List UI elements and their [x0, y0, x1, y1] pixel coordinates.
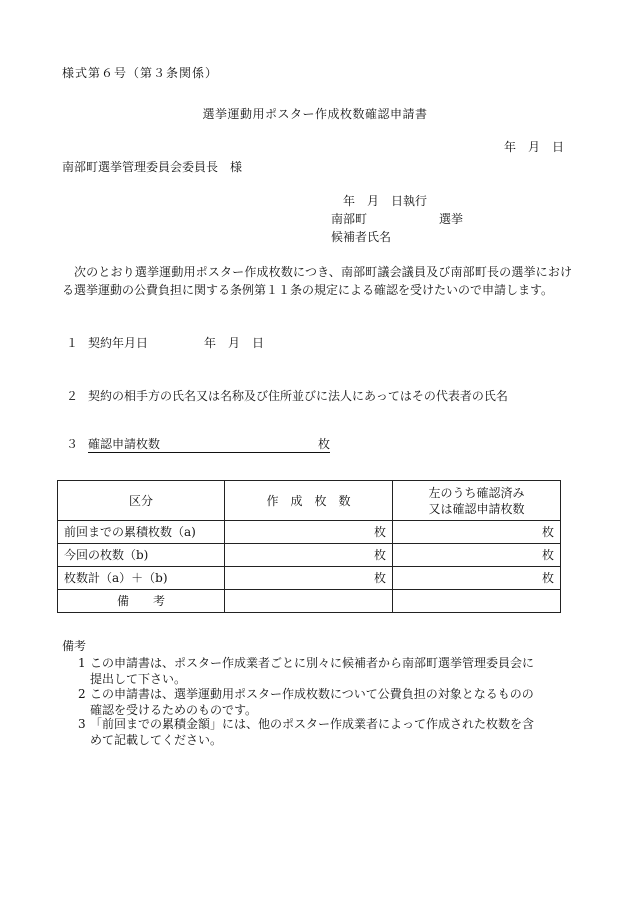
note-text: 「前回までの累積金額」には、他のポスター作成業者によって作成された枚数を含	[90, 717, 535, 731]
header-confirmed	[393, 481, 561, 521]
item-label: 契約年月日	[88, 336, 149, 350]
execution-date: 年 月 日執行	[343, 194, 428, 208]
note-number: 3	[78, 717, 86, 731]
note-text: この申請書は、ポスター作成業者ごとに別々に候補者から南部町選挙管理委員会に	[90, 656, 535, 670]
notes-title: 備考	[62, 639, 87, 653]
contract-date-value: 年 月 日	[204, 336, 265, 350]
table-header-row	[58, 481, 561, 521]
remarks-cell[interactable]	[393, 590, 561, 613]
table-row	[58, 544, 561, 567]
note-item	[78, 655, 574, 687]
candidate-name-label: 候補者氏名	[331, 230, 392, 244]
confirmed-count-cell[interactable]: 枚	[393, 567, 561, 590]
row-label: 今回の枚数（b)	[58, 544, 225, 567]
body-paragraph: 次のとおり選挙運動用ポスター作成枚数につき、南部町議会議員及び南部町長の選挙における選挙運動の公費負担に関する条例第１１条の規定による確認を受けたいので申請します。	[62, 265, 572, 297]
produced-count-cell[interactable]: 枚	[225, 567, 393, 590]
item-number: ３	[66, 437, 79, 451]
election-word: 選挙	[439, 212, 464, 226]
item-contract-party	[66, 390, 508, 402]
item-number: ２	[66, 389, 79, 403]
produced-count-cell[interactable]: 枚	[225, 544, 393, 567]
note-number: 1	[78, 656, 86, 670]
note-text-continued: めて記載してください。	[90, 733, 223, 747]
row-label: 前回までの累積枚数（a)	[58, 521, 225, 544]
application-date: 年 月 日	[503, 140, 564, 154]
header-confirmed-line2: 又は確認申請枚数	[428, 501, 525, 516]
row-label: 枚数計（a）＋（b)	[58, 567, 225, 590]
poster-count-table	[57, 480, 561, 613]
item-requested-count	[66, 438, 330, 453]
requested-count-field	[88, 438, 330, 453]
note-text: この申請書は、選挙運動用ポスター作成枚数について公費負担の対象となるものの	[90, 687, 534, 701]
confirmed-count-cell[interactable]: 枚	[393, 544, 561, 567]
item-label: 契約の相手方の氏名又は名称及び住所並びに法人にあってはその代表者の氏名	[88, 389, 508, 403]
header-category: 区分	[58, 481, 225, 521]
note-text-continued: 提出して下さい。	[90, 672, 187, 686]
remarks-cell[interactable]	[225, 590, 393, 613]
header-produced: 作 成 枚 数	[225, 481, 393, 521]
table-row-remarks	[58, 590, 561, 613]
confirmed-count-cell[interactable]: 枚	[393, 521, 561, 544]
table-row	[58, 567, 561, 590]
note-text-continued: 確認を受けるためのものです。	[90, 703, 258, 717]
table-row	[58, 521, 561, 544]
town-name: 南部町	[331, 212, 368, 226]
item-contract-date	[66, 337, 264, 349]
note-item	[78, 716, 574, 748]
addressee: 南部町選挙管理委員会委員長 様	[62, 160, 243, 174]
header-confirmed-line1: 左のうち確認済み	[428, 485, 525, 500]
item-label: 確認申請枚数	[88, 437, 161, 451]
remarks-label: 備 考	[58, 590, 225, 613]
form-number: 様式第６号（第３条関係）	[62, 66, 219, 80]
unit-label: 枚	[318, 437, 331, 451]
note-number: 2	[78, 687, 86, 701]
document-title: 選挙運動用ポスター作成枚数確認申請書	[202, 107, 428, 121]
election-town-line	[331, 213, 463, 225]
produced-count-cell[interactable]: 枚	[225, 521, 393, 544]
note-item	[78, 686, 574, 718]
item-number: １	[66, 336, 79, 350]
